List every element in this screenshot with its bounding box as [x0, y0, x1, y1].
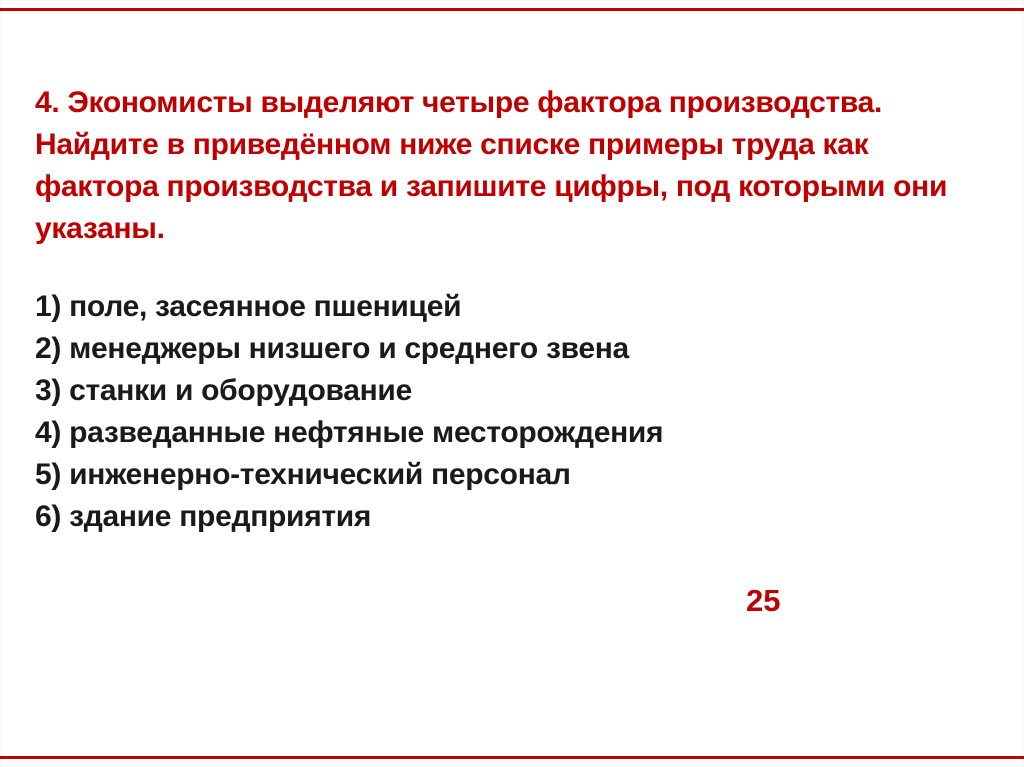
list-item: 2) менеджеры низшего и среднего звена: [35, 332, 629, 365]
list-item: 1) поле, засеянное пшеницей: [35, 290, 462, 323]
list-item: 4) разведанные нефтяные месторождения: [35, 416, 664, 449]
top-divider: [0, 8, 1024, 11]
question-line: 4. Экономисты выделяют четыре фактора производства.: [35, 86, 883, 119]
question-text: [35, 82, 995, 250]
page-number: 25: [746, 583, 781, 618]
list-item: 6) здание предприятия: [35, 500, 372, 533]
question-line: указаны.: [35, 212, 165, 245]
list-item: 3) станки и оборудование: [35, 374, 412, 407]
question-line: Найдите в приведённом ниже списке примеры труда как: [35, 128, 869, 161]
list-item: 5) инженерно-технический персонал: [35, 458, 571, 491]
question-line: фактора производства и запишите цифры, под которыми они: [35, 170, 948, 203]
bottom-divider: [0, 756, 1024, 759]
options-list: [35, 286, 995, 538]
